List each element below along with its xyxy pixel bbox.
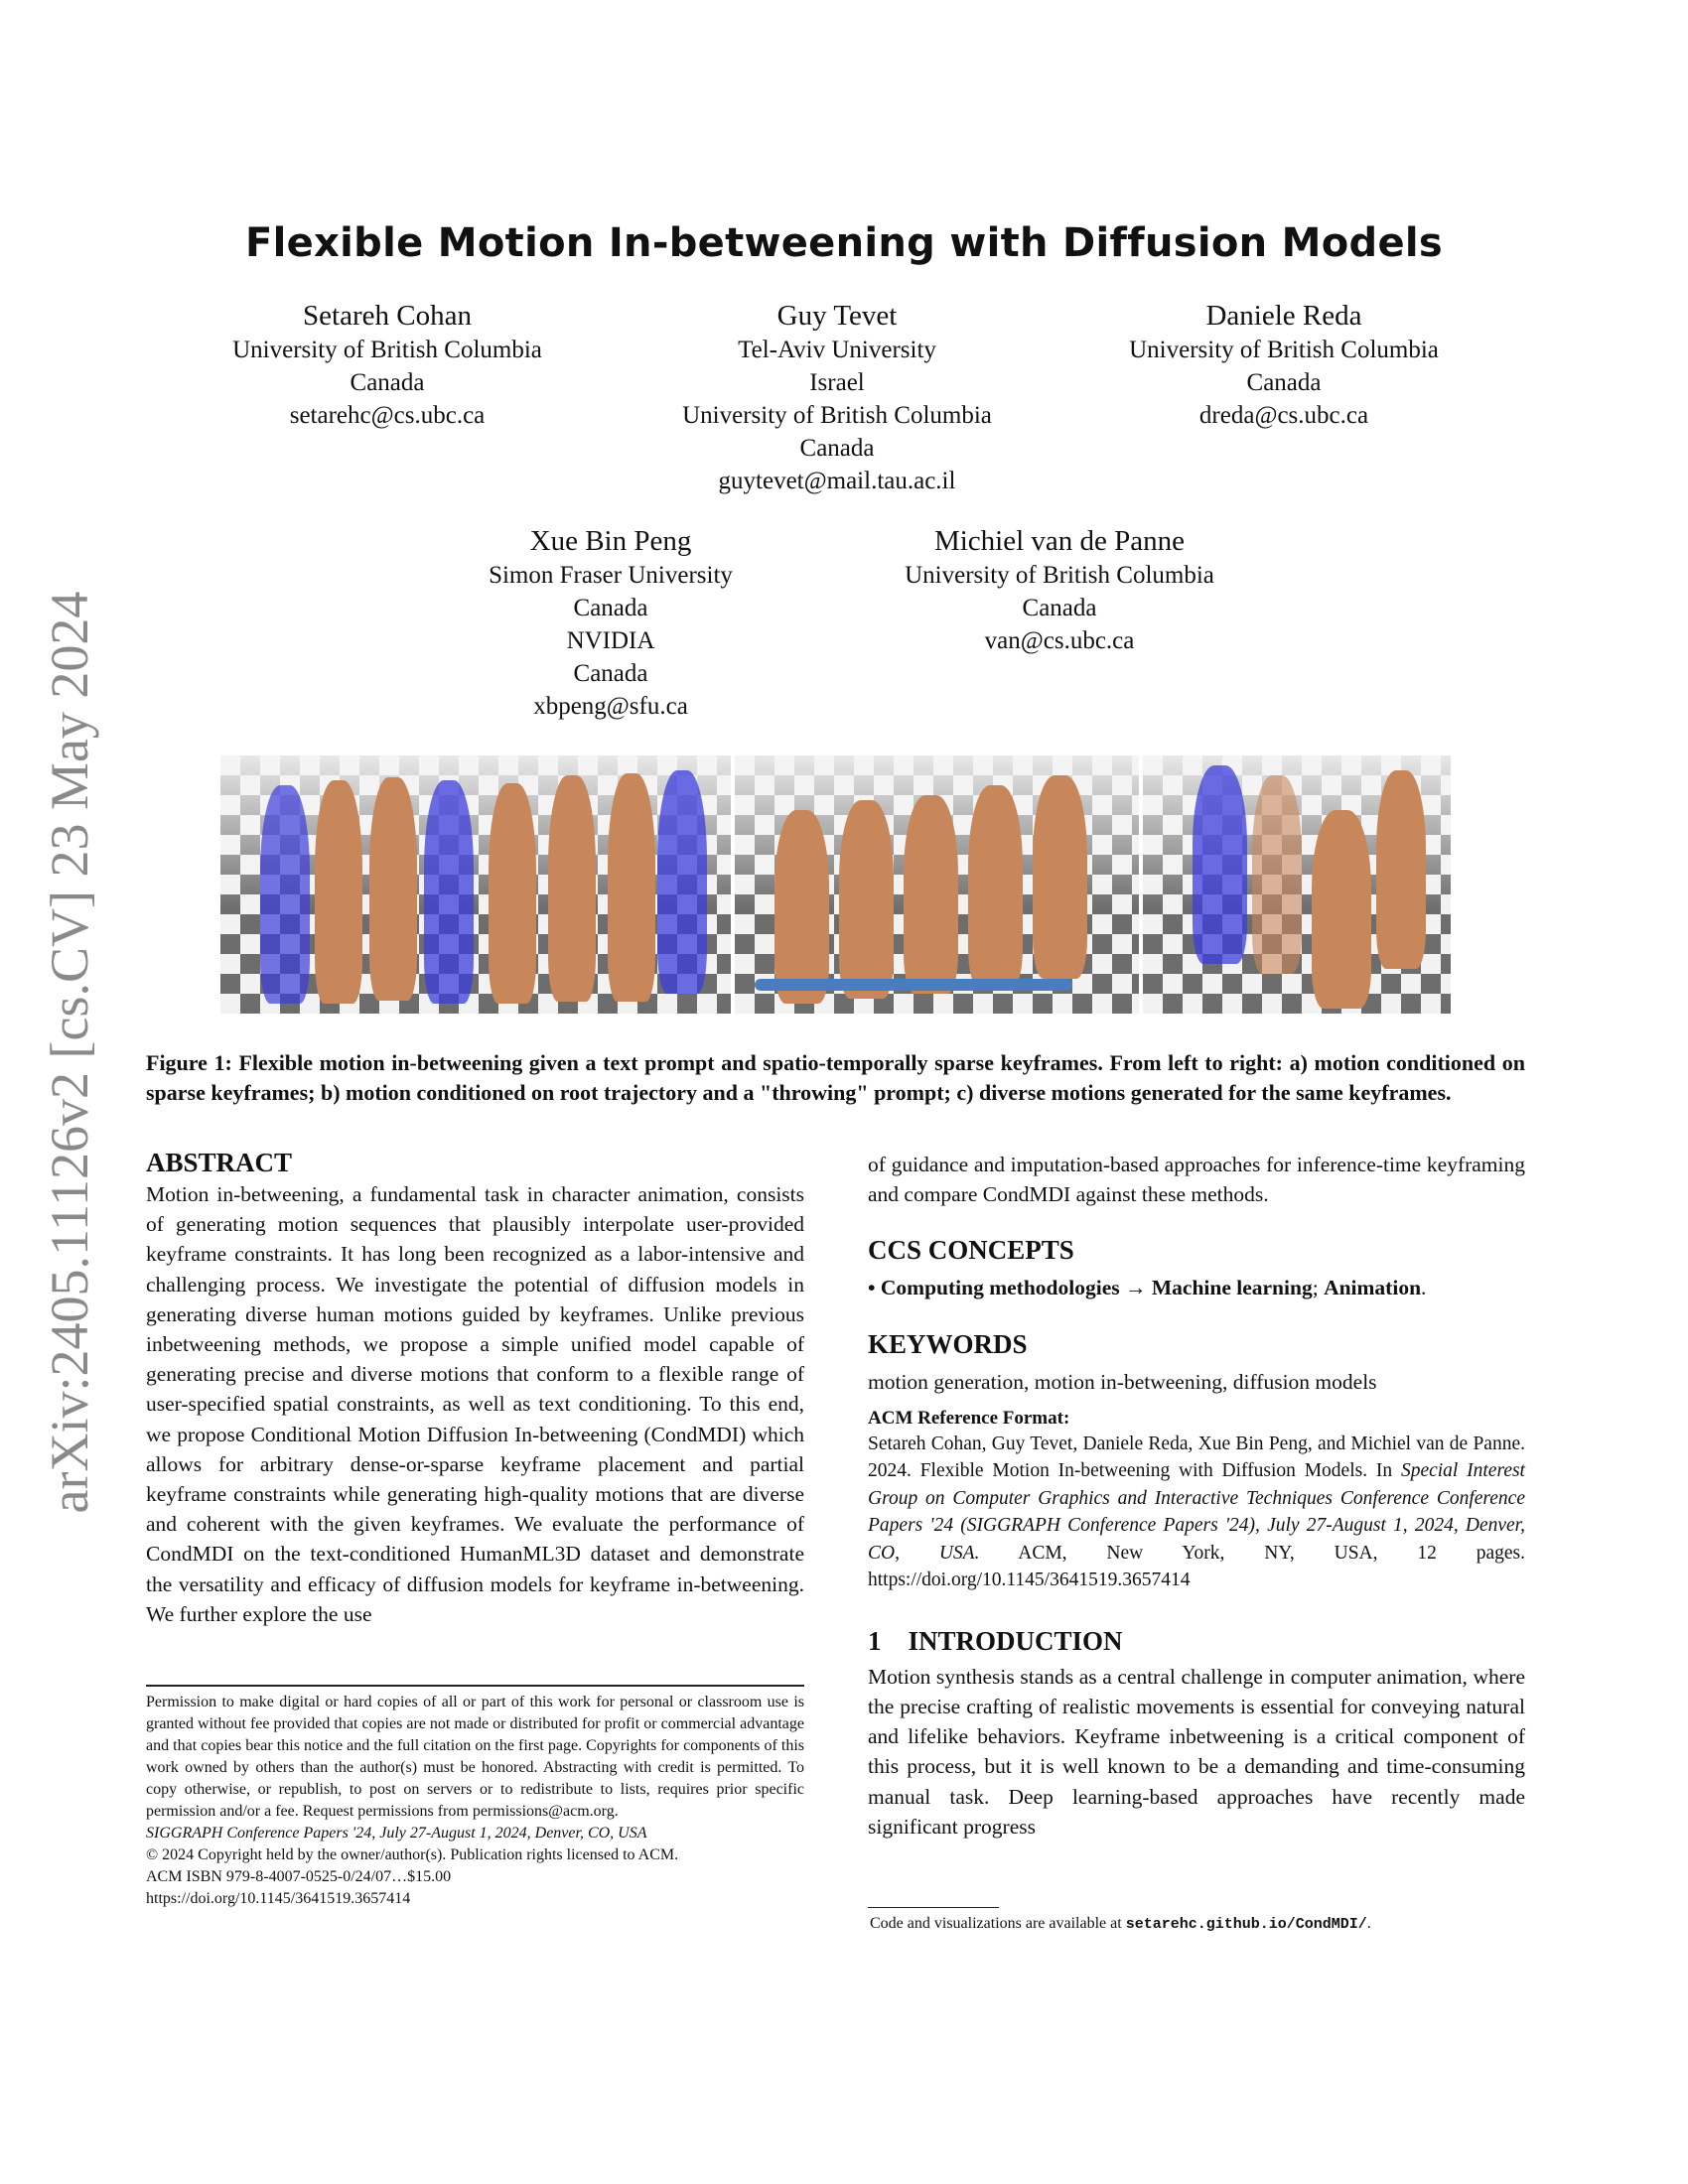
motion-figure bbox=[1252, 775, 1302, 974]
footnote-rule bbox=[868, 1907, 999, 1908]
code-footnote bbox=[870, 1913, 1527, 1936]
acm-ref-publisher: ACM, New York, NY, USA, 12 pages. https://doi.org/10.1145/3641519.3657414 bbox=[868, 1542, 1525, 1591]
motion-figure bbox=[1376, 770, 1426, 969]
footnote-rule bbox=[146, 1685, 804, 1687]
arrow-icon: → bbox=[1119, 1276, 1152, 1300]
bullet: • bbox=[868, 1276, 881, 1300]
author-affiliation: University of British Columbia bbox=[905, 562, 1214, 589]
motion-figure bbox=[1033, 775, 1087, 979]
keyframe-figure bbox=[260, 785, 310, 1004]
author-block bbox=[831, 523, 1288, 657]
author-affiliation: Tel-Aviv University bbox=[738, 337, 936, 363]
arxiv-stamp: arXiv:2405.11126v2 [cs.CV] 23 May 2024 bbox=[40, 591, 99, 1514]
author-block bbox=[159, 298, 616, 432]
author-affiliation: NVIDIA bbox=[566, 627, 655, 654]
motion-figure bbox=[548, 775, 596, 1002]
motion-figure bbox=[489, 783, 536, 1004]
author-affiliation: University of British Columbia bbox=[682, 402, 992, 429]
author-email[interactable]: xbpeng@sfu.ca bbox=[533, 693, 688, 720]
abstract-continued: of guidance and imputation-based approaches for inference-time keyframing and compare CondMDI against these methods. bbox=[868, 1153, 1525, 1207]
figure-panel-c bbox=[1143, 755, 1451, 1014]
author-block bbox=[1055, 298, 1512, 432]
keyframe-figure bbox=[657, 770, 707, 994]
isbn-text: ACM ISBN 979-8-4007-0525-0/24/07…$15.00 bbox=[146, 1868, 452, 1885]
abstract-heading: ABSTRACT bbox=[146, 1148, 293, 1177]
author-email[interactable]: guytevet@mail.tau.ac.il bbox=[718, 468, 956, 494]
motion-figure bbox=[369, 777, 417, 1001]
author-country: Canada bbox=[573, 660, 648, 687]
acm-ref-venue: Special Interest Group on Computer Graphics and Interactive Techniques Conference Conference Papers '24 (SIGGRAPH Conference Papers '24), July 27-August 1, 2024, Denver, CO, USA. bbox=[868, 1460, 1525, 1564]
code-note-text: Code and visualizations are available at bbox=[870, 1915, 1126, 1932]
motion-figure bbox=[904, 795, 958, 994]
motion-figure bbox=[774, 810, 829, 1004]
ccs-category: Computing methodologies bbox=[880, 1276, 1120, 1300]
author-name: Xue Bin Peng bbox=[529, 525, 692, 557]
intro-text: Motion synthesis stands as a central challenge in computer animation, where the precise crafting of realistic movements is essential for conveying natural and lifelike behaviors. Keyframe inbetweening is a critical component of this process, but it is well known to be a demanding and time-consuming manual task. Deep learning-based approaches have recently made significant progress bbox=[868, 1664, 1525, 1839]
author-affiliation: University of British Columbia bbox=[232, 337, 542, 363]
abstract-text: Motion in-betweening, a fundamental task in character animation, consists of generating motion sequences that plausibly interpolate user-provided keyframe constraints. It has long been recognized as a labor-intensive and challenging process. We investigate the potential of diffusion models in generating diverse human motions guided by keyframes. Unlike previous inbetweening methods, we propose a simple unified model capable of generating precise and diverse motions that conform to a flexible range of user-specified spatial constraints, as well as text conditioning. To this end, we propose Conditional Motion Diffusion In-betweening (CondMDI) which allows for arbitrary dense-or-sparse keyframe placement and partial keyframe constraints while generating high-quality motions that are diverse and coherent with the given keyframes. We evaluate the performance of CondMDI on the text-conditioned HumanML3D dataset and demonstrate the versatility and efficacy of diffusion models for keyframe in-betweening. We further explore the use bbox=[146, 1182, 804, 1626]
author-affiliation: University of British Columbia bbox=[1129, 337, 1439, 363]
code-link[interactable]: setarehc.github.io/CondMDI/ bbox=[1125, 1916, 1367, 1933]
acm-ref-authors: Setareh Cohan, Guy Tevet, Daniele Reda, Xue Bin Peng, and Michiel van de Panne. 2024. Flexible Motion In-betweening with Diffusion Models. In bbox=[868, 1433, 1525, 1482]
author-block bbox=[609, 298, 1065, 497]
acm-ref-heading: ACM Reference Format: bbox=[868, 1407, 1070, 1429]
period: . bbox=[1421, 1276, 1427, 1300]
author-email[interactable]: van@cs.ubc.ca bbox=[984, 627, 1135, 654]
motion-figure bbox=[1312, 810, 1371, 1009]
period: . bbox=[1366, 1915, 1371, 1932]
author-name: Michiel van de Panne bbox=[933, 525, 1186, 557]
left-column bbox=[146, 1146, 804, 1629]
author-email[interactable]: setarehc@cs.ubc.ca bbox=[289, 402, 486, 429]
author-affiliation: Simon Fraser University bbox=[489, 562, 733, 589]
separator: ; bbox=[1312, 1276, 1325, 1300]
right-column bbox=[868, 1150, 1525, 1842]
keyframe-figure bbox=[1193, 765, 1247, 964]
author-country: Canada bbox=[573, 595, 648, 621]
motion-figure bbox=[315, 780, 362, 1004]
keyframe-figure bbox=[424, 780, 474, 1004]
ccs-item: Animation bbox=[1324, 1276, 1422, 1300]
figure-panel-b bbox=[735, 755, 1139, 1014]
author-country: Canada bbox=[799, 435, 875, 462]
keywords-heading: KEYWORDS bbox=[868, 1328, 1028, 1359]
author-name: Guy Tevet bbox=[776, 300, 898, 332]
intro-heading: 1 INTRODUCTION bbox=[868, 1625, 1123, 1656]
motion-figure bbox=[968, 785, 1023, 989]
author-country: Canada bbox=[1246, 369, 1322, 396]
conference-info: SIGGRAPH Conference Papers '24, July 27-August 1, 2024, Denver, CO, USA bbox=[146, 1825, 647, 1842]
root-trajectory bbox=[755, 979, 1072, 991]
author-country: Canada bbox=[1022, 595, 1097, 621]
acm-ref-text bbox=[868, 1431, 1525, 1594]
figure-panel-a bbox=[220, 755, 731, 1014]
permission-text: Permission to make digital or hard copies of all or part of this work for personal or classroom use is granted without fee provided that copies are not made or distributed for profit or commercial advantage and that copies bear this notice and the full citation on the first page. Copyrights for components of this work owned by others than the author(s) must be honored. Abstracting with credit is permitted. To copy otherwise, or republish, to post on servers or to redistribute to lists, requires prior specific permission and/or a fee. Request permissions from permissions@acm.org. bbox=[146, 1694, 804, 1820]
author-block bbox=[382, 523, 839, 723]
motion-figure bbox=[608, 773, 655, 1002]
keywords-text: motion generation, motion in-betweening, diffusion models bbox=[868, 1369, 1377, 1394]
author-name: Setareh Cohan bbox=[303, 300, 472, 332]
author-name: Daniele Reda bbox=[1205, 300, 1362, 332]
motion-figure bbox=[839, 800, 894, 999]
figure-caption: Figure 1: Flexible motion in-betweening given a text prompt and spatio-temporally sparse keyframes. From left to right: a) motion conditioned on sparse keyframes; b) motion conditioned on root trajectory and a "throwing" prompt; c) diverse motions generated for the same keyframes. bbox=[146, 1050, 1525, 1105]
author-email[interactable]: dreda@cs.ubc.ca bbox=[1198, 402, 1369, 429]
ccs-item: Machine learning bbox=[1151, 1276, 1313, 1300]
ccs-concepts bbox=[868, 1273, 1525, 1302]
author-country: Israel bbox=[809, 369, 865, 396]
ccs-heading: CCS CONCEPTS bbox=[868, 1235, 1074, 1266]
copyright-text: © 2024 Copyright held by the owner/author(s). Publication rights licensed to ACM. bbox=[146, 1846, 679, 1863]
paper-title: Flexible Motion In-betweening with Diffusion Models bbox=[244, 220, 1443, 266]
doi-link[interactable]: https://doi.org/10.1145/3641519.3657414 bbox=[146, 1890, 411, 1907]
author-country: Canada bbox=[350, 369, 425, 396]
permission-footnote bbox=[146, 1692, 804, 1910]
